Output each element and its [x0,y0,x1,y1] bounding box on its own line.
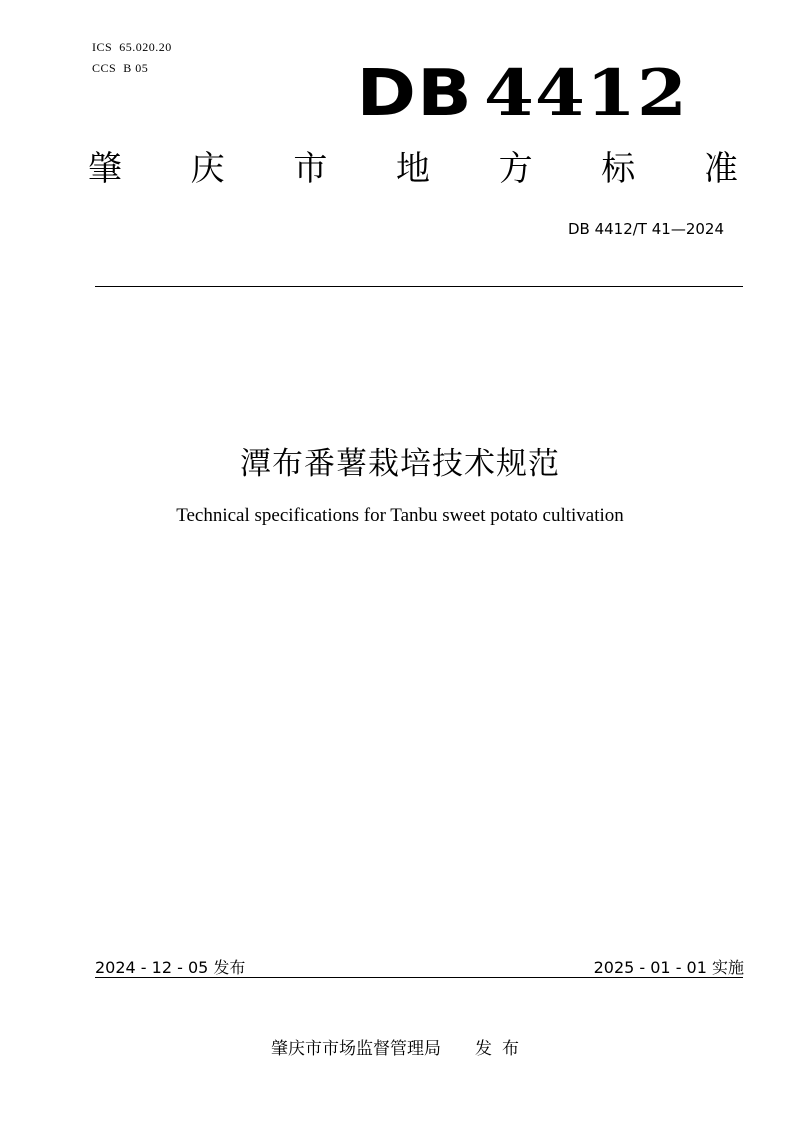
standard-number: DB 4412/T 41—2024 [567,220,724,238]
standard-type-char: 地 [395,149,430,189]
ccs-code: B 05 [123,61,149,75]
document-title-english: Technical specifications for Tanbu sweet potato cultivation [176,505,624,526]
standard-type-char: 庆 [190,149,225,189]
bottom-divider [95,977,743,978]
top-divider [95,286,743,287]
ics-code: 65.020.20 [119,40,172,54]
publish-date: 2024 - 12 - 05 发布 [95,958,246,977]
implementation-date: 2025 - 01 - 01 实施 [593,958,744,977]
publisher-name: 肇庆市市场监督管理局 [271,1039,441,1059]
ics-label: ICS [92,40,113,54]
db-logo-number: 4412 [484,56,688,131]
standard-type-heading [88,149,738,189]
standard-type-char: 肇 [88,149,122,189]
db-logo-prefix: DB [356,57,473,131]
ccs-classification [92,61,148,76]
ics-classification [92,40,172,55]
document-title-chinese: 潭布番薯栽培技术规范 [240,446,560,482]
standard-type-char: 准 [703,149,738,189]
ccs-label: CCS [92,61,117,75]
standard-type-char: 方 [498,149,533,189]
standard-type-char: 市 [293,149,328,189]
standard-type-char: 标 [601,149,636,189]
publisher-line [0,1034,800,1059]
db-logo [356,56,688,131]
publisher-action: 发布 [475,1039,529,1059]
